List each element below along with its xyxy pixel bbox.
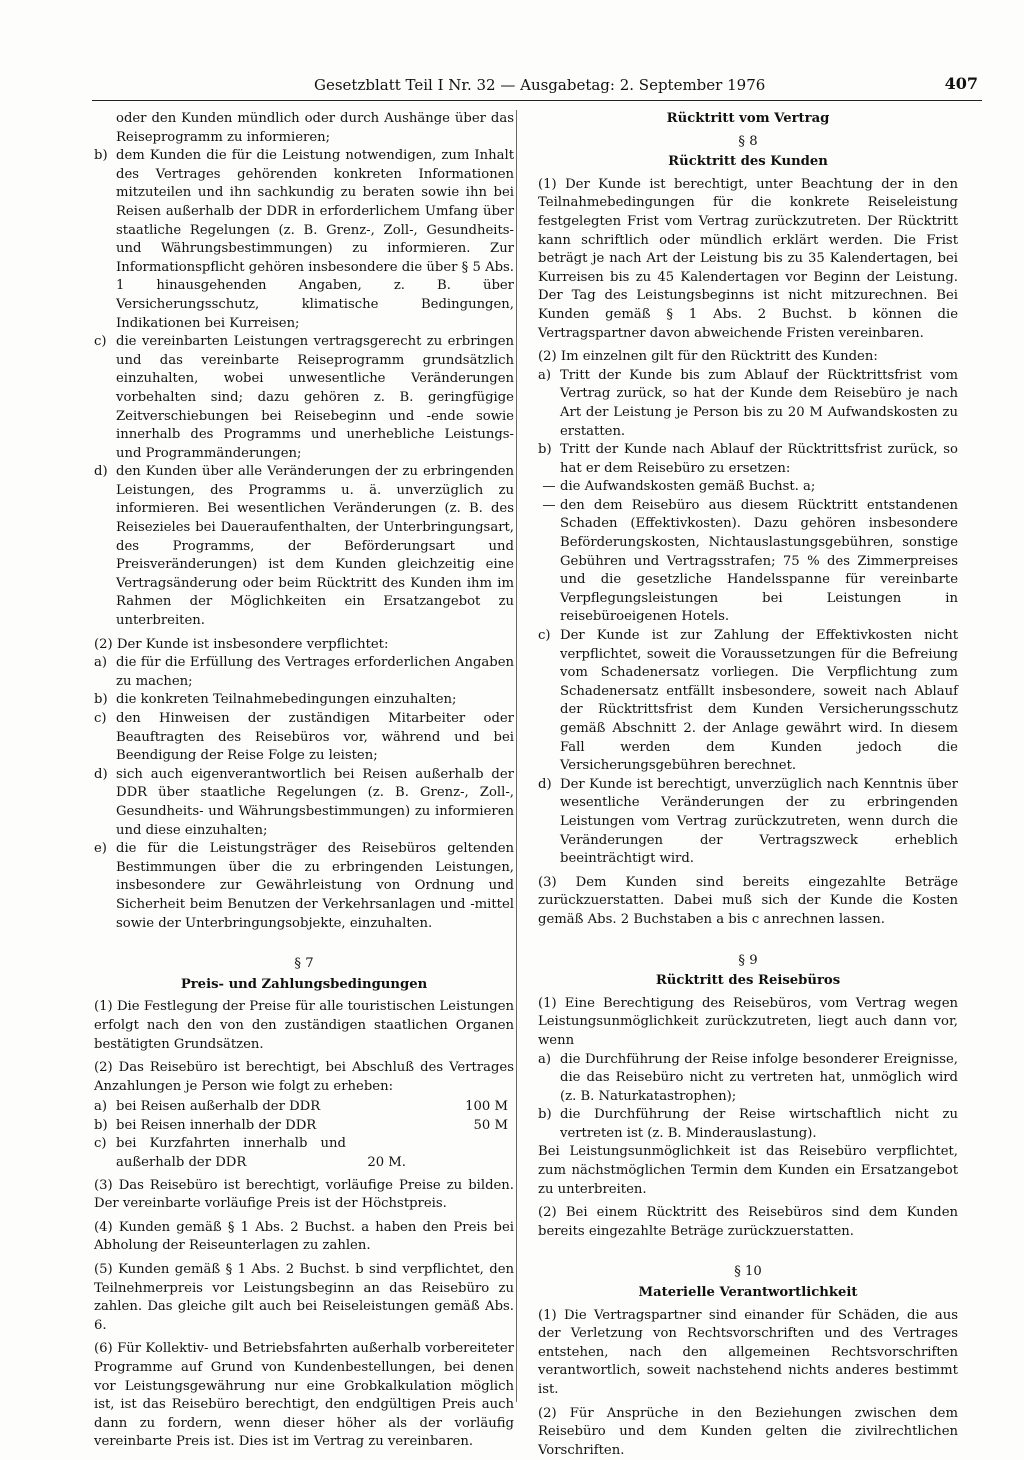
item-text: sich auch eigenverantwortlich bei Reisen außerhalb der DDR über staatliche Regelungen (z. B. Grenz-, Zoll-, Gesundheits- und Währungsbestimmungen) zu informieren und diese einzuhalten; xyxy=(116,766,514,838)
paragraph: (2) Für Ansprüche in den Beziehungen zwischen dem Reisebüro und dem Kunden gelten die zivilrechtlichen Vorschriften. xyxy=(538,1405,958,1458)
list-item xyxy=(538,627,958,776)
list-item xyxy=(538,441,958,478)
section-number: § 9 xyxy=(738,952,758,968)
list-item xyxy=(538,1051,958,1107)
paragraph: (5) Kunden gemäß § 1 Abs. 2 Buchst. b sind verpflichtet, den Teilnehmerpreis vor Leistungsbeginn an das Reisebüro zu zahlen. Das gleiche gilt auch bei Reiseleistungen gemäß Abs. 6. xyxy=(94,1262,514,1333)
price-text: bei Reisen innerhalb der DDR xyxy=(116,1117,317,1133)
paragraph: (2) Bei einem Rücktritt des Reisebüros sind dem Kunden bereits eingezahlte Beträge zurückzuerstatten. xyxy=(538,1205,958,1239)
dash-mark: — xyxy=(542,479,556,495)
intro-continuation: oder den Kunden mündlich oder durch Aushänge über das Reiseprogramm zu informieren; xyxy=(116,111,514,145)
item-text: Tritt der Kunde nach Ablauf der Rücktrittsfrist zurück, so hat er dem Reisebüro zu ersetzen: xyxy=(560,442,958,476)
page-number: 407 xyxy=(944,74,978,93)
item-label: b) xyxy=(538,442,552,458)
list-item xyxy=(94,463,514,630)
paragraph: (3) Dem Kunden sind bereits eingezahlte Beträge zurückzuerstatten. Dabei muß sich der Kunde die Kosten gemäß Abs. 2 Buchstaben a bis c anrechnen lassen. xyxy=(538,874,958,927)
paragraph: (2) Im einzelnen gilt für den Rücktritt des Kunden: xyxy=(538,349,878,365)
price-list xyxy=(94,1098,514,1172)
price-label: b) xyxy=(94,1117,108,1133)
dash-item xyxy=(538,478,958,497)
right-column xyxy=(538,110,958,1458)
item-text: die konkreten Teilnahmebedingungen einzuhalten; xyxy=(116,692,457,708)
list-item xyxy=(94,654,514,691)
dash-item xyxy=(538,497,958,627)
item-label: b) xyxy=(538,1107,552,1123)
section-title: Preis- und Zahlungsbedingungen xyxy=(180,976,428,992)
section-title: Rücktritt des Reisebüros xyxy=(655,973,841,989)
section-title: Rücktritt des Kunden xyxy=(668,154,828,170)
paragraph: Bei Leistungsunmöglichkeit ist das Reisebüro verpflichtet, zum nächstmöglichen Termin dem Kunden ein Ersatzangebot zu unterbreiten. xyxy=(538,1144,958,1197)
section-number: § 7 xyxy=(294,956,314,972)
price-amount: 20 M. xyxy=(367,1155,406,1171)
paragraph: (1) Die Vertragspartner sind einander für Schäden, die aus der Verletzung von Rechtsvorschriften und des Vertrages entstehen, nach den allgemeinen Rechtsvorschriften verantwortlich, soweit nachstehend nichts anderes bestimmt ist. xyxy=(538,1307,958,1397)
item-text: dem Kunden die für die Leistung notwendigen, zum Inhalt des Vertrages gehörenden konkreten Informationen mitzuteilen und ihn sachkundig zu beraten sowie ihn bei Reisen außerhalb der DDR in erforderlichem Umfang über staatliche Regelungen (z. B. Grenz-, Zoll-, Gesundheits- und Währungsbestimmungen) zu informieren. Zur Informationspflicht gehören insbesondere die über § 5 Abs. 1 hinausgehenden Angaben, z. B. über Versicherungsschutz, klimatische Bedingungen, Indikationen bei Kurreisen; xyxy=(116,148,514,331)
item-text: Der Kunde ist berechtigt, unverzüglich nach Kenntnis über wesentliche Veränderungen der zu erbringenden Leistungen vom Vertrag zurückzutreten, wenn durch die Veränderungen der Vertragszweck erheblich beeinträchtigt wird. xyxy=(560,776,958,867)
item-text: den Kunden über alle Veränderungen der zu erbringenden Leistungen, des Programms u. ä. unverzüglich zu informieren. Bei wesentlichen Veränderungen (z. B. des Reisezieles bei Daueraufenthalten, der Unterbringungsart, des Programms, der Beförderungsart und Preisveränderungen) ist dem Kunden gleichzeitig eine Vertragsänderung oder beim Rücktritt des Kunden ihm im Rahmen der Möglichkeiten ein Ersatzangebot zu unterbreiten. xyxy=(116,464,514,629)
list-item xyxy=(94,333,514,463)
item-text: die vereinbarten Leistungen vertragsgerecht zu erbringen und das vereinbarte Reiseprogramm grundsätzlich einzuhalten, wobei unwesentliche Veränderungen vorbehalten sind; dazu gehören z. B. geringfügige Zeitverschiebungen bei Reisebeginn und -ende sowie innerhalb des Programms und unerhebliche Leistungs- und Programmänderungen; xyxy=(116,334,514,461)
item-label: a) xyxy=(94,655,108,671)
item-label: a) xyxy=(538,367,552,383)
list-item xyxy=(538,776,958,869)
left-column xyxy=(94,110,514,1450)
item-text: die Durchführung der Reise infolge besonderer Ereignisse, die das Reisebüro nicht zu vertreten hat, unmöglich wird (z. B. Naturkatastrophen); xyxy=(560,1051,958,1104)
item-text: Tritt der Kunde bis zum Ablauf der Rücktrittsfrist vom Vertrag zurück, so hat der Kunde dem Reisebüro je nach Art der Leistung je Person bis zu 20 M Aufwandskosten zu erstatten. xyxy=(560,367,958,439)
price-row xyxy=(94,1117,514,1136)
item-text: die für die Leistungsträger des Reisebüros geltenden Bestimmungen über die zu erbringenden Leistungen, insbesondere zur Gewährleistung von Ordnung und Sicherheit beim Benutzen der Verkehrsanlagen und -mittel sowie der Unterbringungsobjekte, einzuhalten. xyxy=(116,841,514,931)
item-label: c) xyxy=(94,334,107,350)
item-text: die für die Erfüllung des Vertrages erforderlichen Angaben zu machen; xyxy=(116,655,514,689)
section-title: Materielle Verantwortlichkeit xyxy=(638,1285,858,1301)
item-label: d) xyxy=(94,766,108,782)
price-label: a) xyxy=(94,1099,108,1115)
paragraph: (1) Der Kunde ist berechtigt, unter Beachtung der in den Teilnahmebedingungen für die konkrete Reiseleistung festgelegten Frist vom Vertrag zurückzutreten. Der Rücktritt kann schriftlich oder mündlich erklärt werden. Die Frist beträgt je nach Art der Leistung bis zu 35 Kalendertagen, bei Kurreisen bis zu 45 Kalendertagen vor Beginn der Leistung. Der Tag des Leistungsbeginns ist nicht mitzurechnen. Bei Kunden gemäß § 1 Abs. 2 Buchst. b können die Vertragspartner davon abweichende Fristen vereinbaren. xyxy=(538,176,958,341)
paragraph: (1) Die Festlegung der Preise für alle touristischen Leistungen erfolgt nach den von den zuständigen staatlichen Organen bestätigten Grundsätzen. xyxy=(94,999,514,1052)
item-label: b) xyxy=(94,692,108,708)
list-item xyxy=(94,766,514,840)
section-number: § 10 xyxy=(734,1264,762,1280)
paragraph: (6) Für Kollektiv- und Betriebsfahrten außerhalb vorbereiteter Programme auf Grund von Kundenbestellungen, bei denen vor Leistungsgewährung nur eine Grobkalkulation möglich ist, ist das Reisebüro berechtigt, den endgültigen Preis auch dann zu fordern, wenn dieser höher als der vorläufig vereinbarte Preis ist. Dies ist im Vertrag zu vereinbaren. xyxy=(94,1341,514,1450)
item-text: den Hinweisen der zuständigen Mitarbeiter oder Beauftragten des Reisebüros vor, während und bei Beendigung der Reise Folge zu leisten; xyxy=(116,711,514,764)
paragraph: (2) Der Kunde ist insbesondere verpflichtet: xyxy=(94,636,389,652)
item-label: a) xyxy=(538,1051,552,1067)
list-item xyxy=(94,691,514,710)
price-row xyxy=(94,1098,514,1117)
section-number: § 8 xyxy=(738,133,758,149)
page-header xyxy=(92,76,982,101)
list-item xyxy=(94,147,514,333)
list-item xyxy=(94,710,514,766)
column-divider xyxy=(516,110,517,1402)
list-item xyxy=(538,367,958,441)
list-item xyxy=(538,1106,958,1143)
paragraph: (4) Kunden gemäß § 1 Abs. 2 Buchst. a haben den Preis bei Abholung der Reiseunterlagen zu zahlen. xyxy=(94,1219,514,1254)
price-row xyxy=(94,1135,514,1172)
paragraph: (3) Das Reisebüro ist berechtigt, vorläufige Preise zu bilden. Der vereinbarte vorläufige Preis ist der Höchstpreis. xyxy=(94,1177,514,1212)
item-text: Der Kunde ist zur Zahlung der Effektivkosten nicht verpflichtet, soweit die Voraussetzungen für die Befreiung vom Schadenersatz vorliegen. Die Verpflichtung zum Schadenersatz entfällt insbesondere, soweit nach Ablauf der Rücktrittsfrist dem Kunden Versicherungsschutz gemäß Abschnitt 2. der Anlage gewährt wird. In diesem Fall werden dem Kunden jedoch die Versicherungsgebühren berechnet. xyxy=(560,628,958,774)
list-item xyxy=(94,840,514,933)
price-amount: 100 M xyxy=(465,1099,508,1115)
header-title: Gesetzblatt Teil I Nr. 32 — Ausgabetag: 2. September 1976 xyxy=(314,76,766,94)
chapter-heading: Rücktritt vom Vertrag xyxy=(666,111,830,126)
item-label: c) xyxy=(538,628,551,644)
item-label: e) xyxy=(94,841,107,857)
dash-mark: — xyxy=(542,497,556,513)
paragraph: (2) Das Reisebüro ist berechtigt, bei Abschluß des Vertrages Anzahlungen je Person wie folgt zu erheben: xyxy=(94,1060,514,1094)
item-label: c) xyxy=(94,711,107,726)
paragraph: (1) Eine Berechtigung des Reisebüros, vom Vertrag wegen Leistungsunmöglichkeit zurückzutreten, liegt auch dann vor, wenn xyxy=(538,995,958,1048)
price-label: c) xyxy=(94,1136,107,1152)
item-label: d) xyxy=(538,776,552,792)
item-text: den dem Reisebüro aus diesem Rücktritt entstandenen Schaden (Effektivkosten). Dazu gehören insbesondere Beförderungskosten, Nichtauslastungsgebühren, sonstige Gebühren und Vertragsstrafen; 75 % des Zimmerpreises und die gesetzliche Handelsspanne für vereinbarte Verpflegungsleistungen bei Leistungen in reisebüroeigenen Hotels. xyxy=(560,497,958,625)
price-text: bei Kurzfahrten innerhalb und außerhalb der DDR xyxy=(116,1136,346,1171)
price-text: bei Reisen außerhalb der DDR xyxy=(116,1099,321,1115)
price-amount: 50 M xyxy=(473,1117,508,1133)
item-label: b) xyxy=(94,148,108,164)
item-text: die Aufwandskosten gemäß Buchst. a; xyxy=(560,479,816,495)
item-label: d) xyxy=(94,464,108,480)
item-text: die Durchführung der Reise wirtschaftlich nicht zu vertreten ist (z. B. Minderauslastung). xyxy=(560,1107,958,1141)
